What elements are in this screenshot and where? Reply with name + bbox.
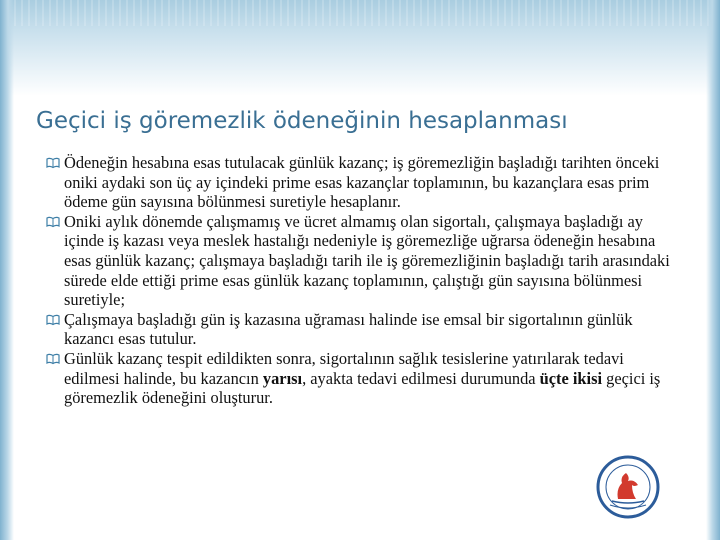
bullet-text-part: , ayakta tedavi edilmesi durumunda	[302, 368, 540, 388]
book-bullet-icon	[46, 157, 60, 169]
bullet-list	[46, 153, 678, 408]
bullet-text: Oniki aylık dönemde çalışmamış ve ücret almamış olan sigortalı, çalışmaya başladığı ay içinde iş kazası veya meslek hastalığı nedeniyle iş göremezliğe uğrarsa ödeneğin hesabına esas günlük kazanç; çalışmaya başladığı tarih ile iş göremezliğinin başladığı tarih arasındaki sürede elde ettiği prime esas günlük kazanç toplamının, çalıştığı gün sayısına bölünmesi suretiyle;	[64, 211, 670, 310]
left-border-decoration	[0, 0, 14, 540]
institution-seal-logo-icon	[596, 455, 660, 519]
bullet-text-part: Günlük kazanç tespit edildikten sonra, sigortalının sağlık tesislerine yatırılarak tedavi edilmesi halinde, bu kazancın	[64, 348, 624, 388]
bullet-text: Çalışmaya başladığı gün iş kazasına uğraması halinde ise emsal bir sigortalının günlük kazancı esas tutulur.	[64, 309, 633, 349]
bullet-item-3	[46, 310, 678, 349]
bullet-item-1	[46, 153, 678, 212]
bullet-text-emphasis: yarısı	[262, 368, 303, 388]
bullet-item-4	[46, 349, 678, 408]
bullet-text-emphasis: üçte ikisi	[539, 368, 603, 388]
bullet-text: Ödeneğin hesabına esas tutulacak günlük kazanç; iş göremezliğin başladığı tarihten önceki oniki aydaki son üç ay içindeki prime esas kazançlar toplamının, bu kazançlara esas prim ödeme gün sayısına bölünmesi suretiyle hesaplanır.	[64, 153, 660, 212]
bullet-text-part: geçici iş göremezlik ödeneğini oluşturur.	[64, 368, 661, 408]
book-bullet-icon	[46, 353, 60, 365]
header-band	[0, 0, 720, 96]
book-bullet-icon	[46, 216, 60, 228]
right-border-decoration	[706, 0, 720, 540]
slide-title: Geçici iş göremezlik ödeneğinin hesaplanması	[36, 108, 568, 134]
book-bullet-icon	[46, 314, 60, 326]
bullet-item-2	[46, 212, 678, 310]
